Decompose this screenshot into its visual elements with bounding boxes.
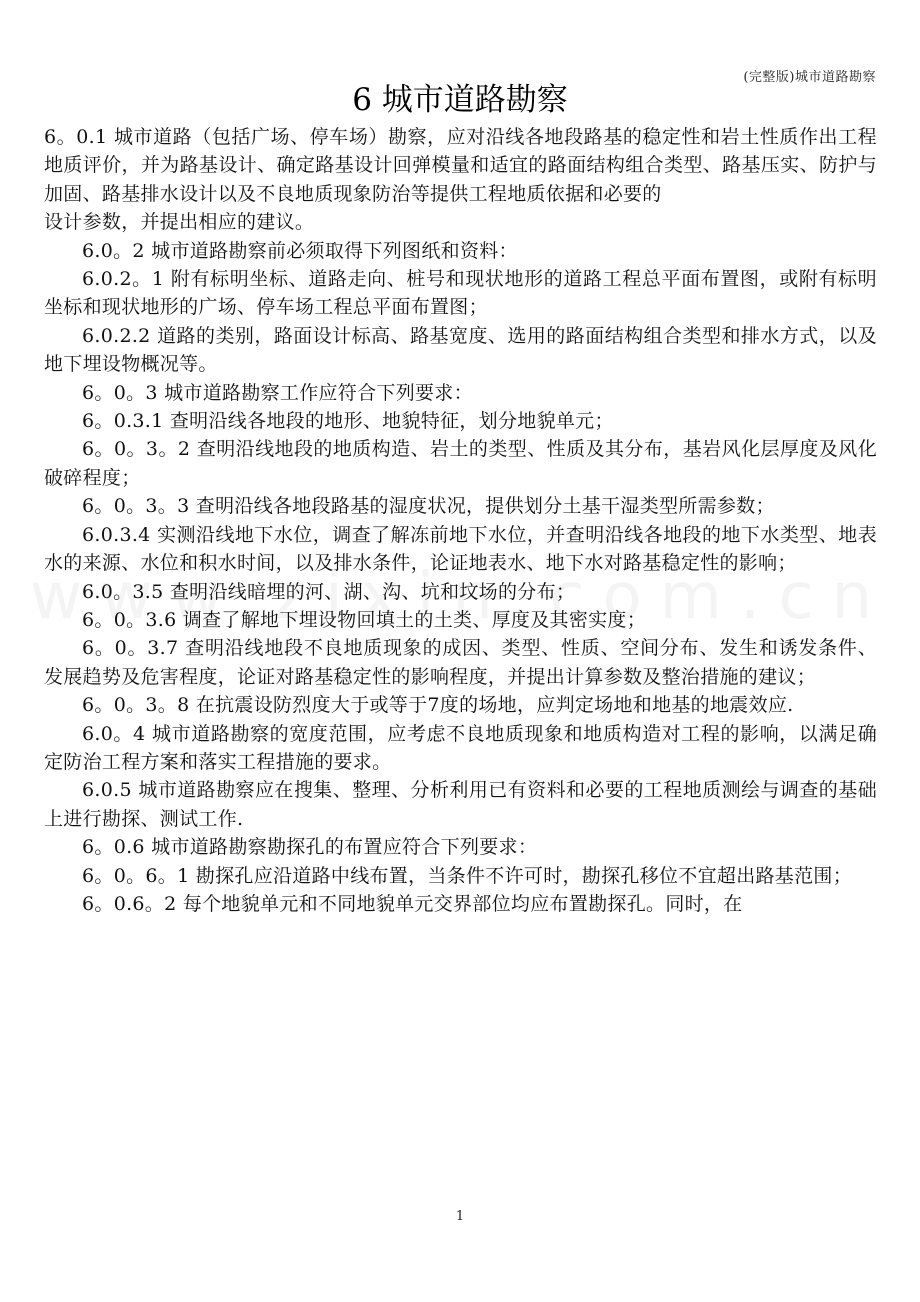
paragraph-6-0-5: 6.0.5 城市道路勘察应在搜集、整理、分析利用已有资料和必要的工程地质测绘与调查的基础上进行勘探、测试工作. xyxy=(44,779,877,830)
paragraph-6-0-6-1: 6。0。6。1 勘探孔应沿道路中线布置，当条件不许可时，勘探孔移位不宜超出路基范围； xyxy=(82,864,852,887)
paragraph-6-0-3-1: 6。0.3.1 查明沿线各地段的地形、地貌特征，划分地貌单元； xyxy=(82,410,614,433)
document-body xyxy=(44,123,877,918)
paragraph-6-0-3: 6。0。3 城市道路勘察工作应符合下列要求： xyxy=(82,381,473,404)
paragraph-6-0-4: 6.0。4 城市道路勘察的宽度范围，应考虑不良地质现象和地质构造对工程的影响，以满足确定防治工程方案和落实工程措施的要求。 xyxy=(44,722,877,773)
paragraph-6-0-3-6: 6。0。3.6 调查了解地下埋设物回填土的土类、厚度及其密实度； xyxy=(82,608,647,631)
paragraph-6-0-1-continued: 设计参数，并提出相应的建议。 xyxy=(44,211,315,234)
running-header: (完整版)城市道路勘察 xyxy=(743,70,876,85)
paragraph-6-0-3-8: 6。0。3。8 在抗震设防烈度大于或等于7度的场地，应判定场地和地基的地震效应. xyxy=(82,694,794,717)
paragraph-6-0-3-5: 6.0。3.5 查明沿线暗埋的河、湖、沟、坑和坟场的分布； xyxy=(82,580,576,603)
paragraph-6-0-3-3: 6。0。3。3 查明沿线各地段路基的湿度状况，提供划分土基干湿类型所需参数； xyxy=(82,495,775,518)
paragraph-6-0-3-7: 6。0。3.7 查明沿线地段不良地质现象的成因、类型、性质、空间分布、发生和诱发条件、发展趋势及危害程度，论证对路基稳定性的影响程度，并提出计算参数及整治措施的建议； xyxy=(44,637,877,688)
paragraph-6-0-2-2: 6.0.2.2 道路的类别，路面设计标高、路基宽度、选用的路面结构组合类型和排水方式，以及地下埋设物概况等。 xyxy=(44,324,877,376)
page-title: 6 城市道路勘察 xyxy=(352,82,568,118)
paragraph-6-0-1: 6。0.1 城市道路（包括广场、停车场）勘察，应对沿线各地段路基的稳定性和岩土性质作出工程地质评价，并为路基设计、确定路基设计回弹模量和适宜的路面结构组合类型、路基压实、防护与加固、路基排水设计以及不良地质现象防治等提供工程地质依据和必要的 xyxy=(44,126,877,205)
page-number: 1 xyxy=(455,1209,465,1224)
paragraph-6-0-6: 6。0.6 城市道路勘察勘探孔的布置应符合下列要求： xyxy=(82,836,538,859)
paragraph-6-0-3-4: 6.0.3.4 实测沿线地下水位，调查了解冻前地下水位，并查明沿线各地段的地下水类型、地表水的来源、水位和积水时间，以及排水条件，论证地表水、地下水对路基稳定性的影响； xyxy=(44,523,877,575)
paragraph-6-0-2-1: 6.0.2。1 附有标明坐标、道路走向、桩号和现状地形的道路工程总平面布置图，或附有标明坐标和现状地形的广场、停车场工程总平面布置图； xyxy=(44,268,877,319)
paragraph-6-0-6-2: 6。0.6。2 每个地貌单元和不同地貌单元交界部位均应布置勘探孔。同时，在 xyxy=(82,892,743,915)
paragraph-6-0-3-2: 6。0。3。2 查明沿线地段的地质构造、岩土的类型、性质及其分布，基岩风化层厚度及风化破碎程度； xyxy=(44,438,877,489)
paragraph-6-0-2: 6.0。2 城市道路勘察前必须取得下列图纸和资料： xyxy=(82,239,518,262)
